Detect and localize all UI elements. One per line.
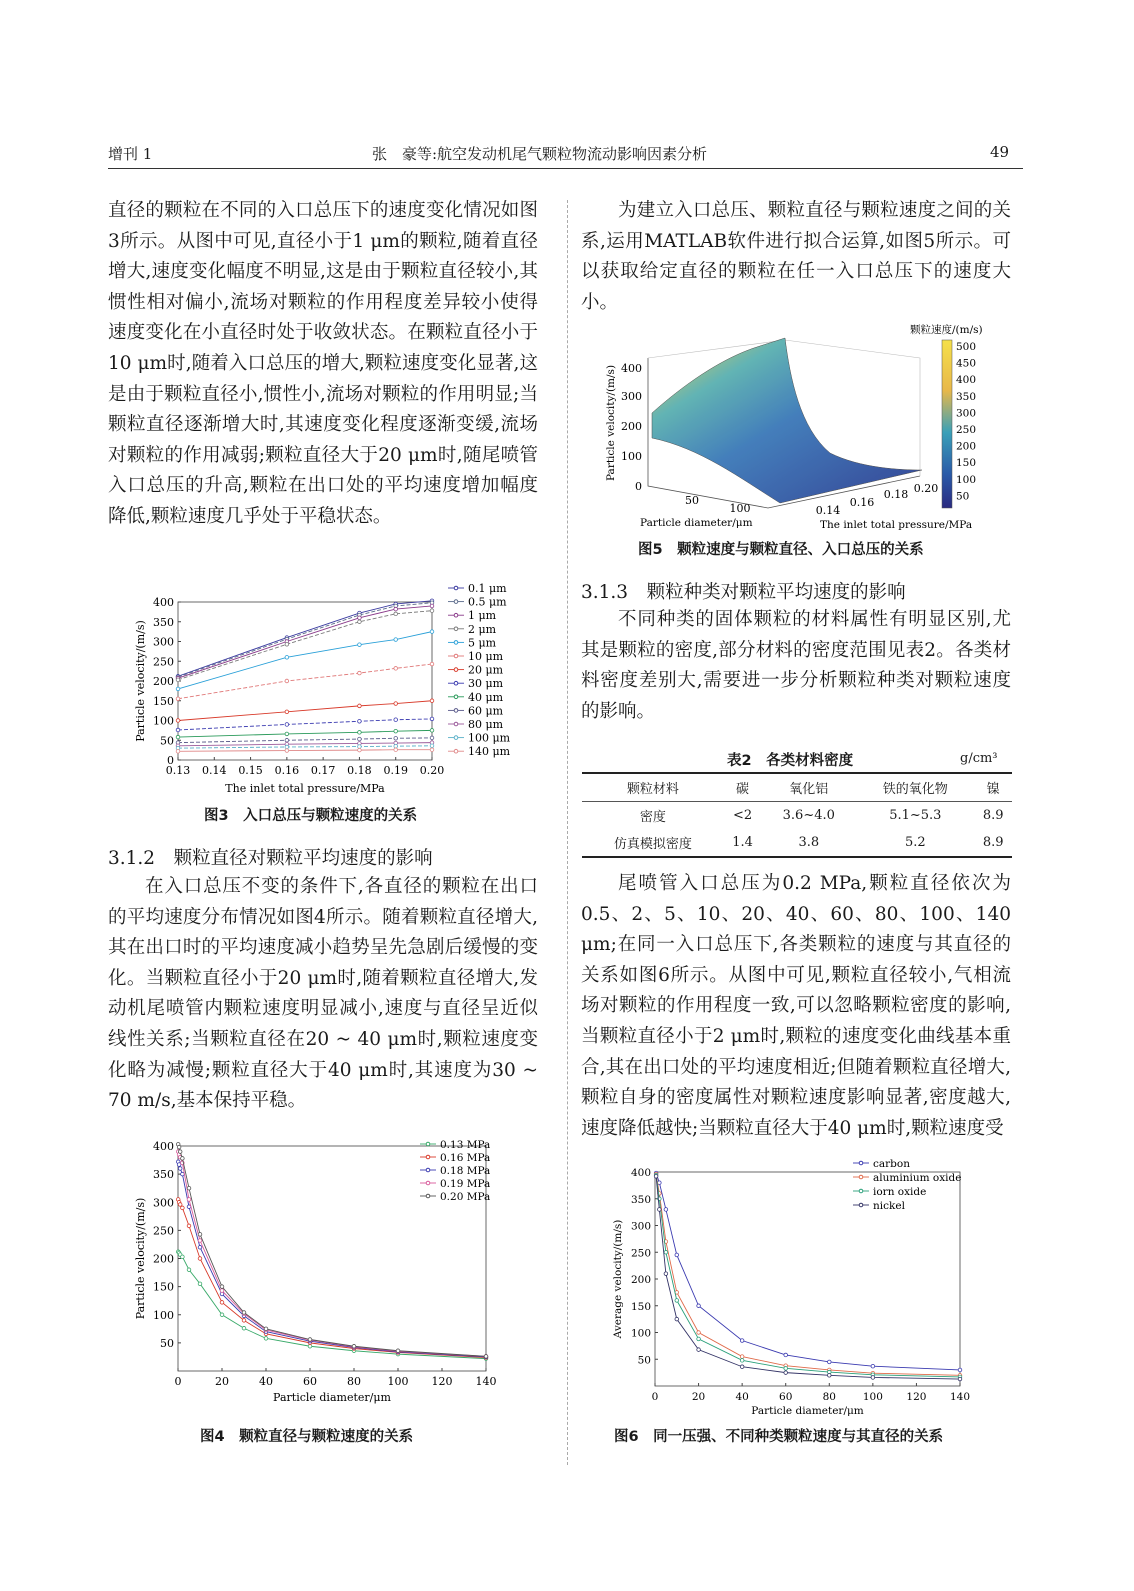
data-point — [242, 1326, 246, 1330]
legend-label: 2 μm — [468, 622, 497, 636]
legend-marker — [454, 736, 458, 740]
legend-marker — [859, 1161, 863, 1165]
table-cell: 密度 — [639, 810, 666, 825]
colorbar-title: 颗粒速度/(m/s) — [910, 324, 983, 336]
data-point — [176, 719, 180, 723]
right-paragraph-2: 不同种类的固体颗粒的材料属性有明显区别,尤其是颗粒的密度,部分材料的密度范围见表2。各类材料密度差别大,需要进一步分析颗粒种类对颗粒速度的影响。 — [581, 609, 1011, 722]
data-point — [358, 731, 362, 735]
data-point — [430, 609, 434, 613]
data-point — [430, 748, 434, 752]
legend-label: 10 μm — [468, 650, 504, 663]
data-point — [675, 1299, 679, 1303]
data-point — [285, 679, 289, 683]
data-point — [176, 687, 180, 691]
y-tick-label: 150 — [153, 1280, 174, 1294]
plot-frame — [655, 1172, 960, 1386]
x-tick-label: 20 — [215, 1375, 229, 1388]
data-point — [664, 1208, 668, 1212]
data-point — [430, 717, 434, 721]
legend-marker — [454, 722, 458, 726]
legend-label: 0.19 MPa — [440, 1178, 491, 1190]
data-point — [430, 604, 434, 608]
table-header-cell: 颗粒材料 — [582, 773, 724, 802]
data-point — [181, 1157, 185, 1161]
data-point — [187, 1224, 191, 1228]
data-point — [484, 1355, 488, 1359]
legend-marker — [454, 613, 458, 617]
data-point — [784, 1353, 788, 1357]
data-point — [697, 1304, 701, 1308]
table-cell: <2 — [732, 808, 753, 823]
y-tick-label: 350 — [153, 1168, 174, 1182]
x-tick-label: 100 — [862, 1391, 883, 1403]
y-tick-label: 100 — [153, 714, 174, 728]
data-point — [220, 1301, 224, 1305]
series-line — [178, 1199, 486, 1357]
data-point — [264, 1327, 268, 1331]
data-point — [358, 745, 362, 749]
z-tick-label: 0.18 — [883, 488, 909, 501]
data-point — [358, 719, 362, 723]
y-tick-label: 300 — [621, 390, 642, 403]
y-axis-label: Average velocity/(m/s) — [612, 1219, 624, 1339]
y-tick-label: 350 — [153, 615, 174, 629]
colorbar-tick-label: 450 — [956, 357, 977, 370]
y-tick-label: 250 — [630, 1247, 651, 1260]
y-tick-label: 250 — [153, 655, 174, 669]
data-point — [740, 1365, 744, 1369]
data-point — [285, 656, 289, 660]
data-point — [352, 1344, 356, 1348]
legend-marker — [426, 1142, 430, 1146]
y-tick-label: 150 — [153, 694, 174, 708]
data-point — [394, 748, 398, 752]
legend-label: 0.5 μm — [468, 595, 507, 609]
data-point — [430, 736, 434, 740]
data-point — [664, 1250, 668, 1254]
y-tick-label: 400 — [630, 1167, 651, 1179]
table-cell: 8.9 — [974, 829, 1012, 857]
x-tick-label: 80 — [347, 1375, 361, 1388]
data-point — [285, 642, 289, 646]
y-axis-label: Particle velocity/(m/s) — [134, 1197, 147, 1320]
table-header-cell: 镍 — [974, 773, 1012, 802]
data-point — [308, 1338, 312, 1342]
data-point — [176, 728, 180, 732]
colorbar-tick-label: 50 — [956, 490, 970, 503]
data-point — [394, 638, 398, 642]
data-point — [430, 744, 434, 748]
table-cell: 仿真模拟密度 — [582, 829, 724, 857]
data-point — [178, 1167, 182, 1171]
z-tick-label: 0.16 — [849, 496, 875, 509]
data-point — [658, 1208, 662, 1212]
data-point — [871, 1376, 875, 1380]
table-cell: 1.4 — [724, 829, 762, 857]
y-tick-label: 100 — [153, 1308, 174, 1322]
right-paragraph-3: 尾喷管入口总压为0.2 MPa,颗粒直径依次为0.5、2、5、10、20、40、60、80、100、140 μm;在同一入口总压下,各类颗粒的速度与其直径的关系如图6所示。从图中可见,颗粒直径较小,气相流场对颗粒的作用程度一致,可以忽略颗粒密度的影响,当颗粒直径小于2 μm时,颗粒的速度变化曲线基本重合,其在出口处的平均速度相近;但随着颗粒直径增大,颗粒自身的密度属性对颗粒速度影响显著,密度越大,速度降低越快;当颗粒直径大于40 μm时,颗粒速度受 — [581, 873, 1011, 1139]
data-point — [396, 1349, 400, 1353]
y-tick-label: 50 — [160, 1336, 174, 1350]
colorbar-tick-label: 100 — [956, 473, 977, 486]
data-point — [264, 1337, 268, 1341]
x-tick-label: 120 — [431, 1375, 453, 1388]
data-point — [181, 1206, 185, 1210]
legend-marker — [859, 1189, 863, 1193]
figure-6-chart — [603, 1152, 993, 1417]
series-line — [656, 1175, 960, 1377]
x-tick-label: 50 — [685, 494, 699, 507]
legend-label: 60 μm — [468, 704, 504, 718]
data-point — [198, 1239, 202, 1243]
data-point — [784, 1367, 788, 1371]
data-point — [242, 1319, 246, 1323]
data-point — [740, 1359, 744, 1363]
x-axis-label: Particle diameter/μm — [640, 517, 753, 529]
column-divider — [567, 200, 568, 1465]
legend-marker — [426, 1155, 430, 1159]
section-3-1-3-heading: 3.1.3 颗粒种类对颗粒平均速度的影响 — [581, 582, 906, 603]
legend-label: carbon — [873, 1158, 910, 1170]
figure-5-caption: 图5 颗粒速度与颗粒直径、入口总压的关系 — [638, 542, 924, 558]
data-point — [358, 748, 362, 752]
series-line — [656, 1174, 960, 1375]
table-header-row — [582, 773, 1012, 802]
legend-label: 20 μm — [468, 663, 504, 677]
z-tick-label: 0.20 — [913, 482, 939, 495]
legend-label: 0.1 μm — [468, 582, 507, 595]
left-paragraph-2: 在入口总压不变的条件下,各直径的颗粒在出口的平均速度分布情况如图4所示。随着颗粒直径增大,其在出口时的平均速度减小趋势呈先急剧后缓慢的变化。当颗粒直径小于20 μm时,随着颗粒直径增大,发动机尾喷管内颗粒速度明显减小,速度与直径呈近似线性关系;当颗粒直径在20 ~ 40 μm时,颗粒速度变化略为减慢;颗粒直径大于40 μm时,其速度为30 ~ 70 m/s,基本保持平稳。 — [108, 876, 538, 1112]
legend-marker — [426, 1194, 430, 1198]
legend-marker — [454, 668, 458, 672]
legend-marker — [454, 709, 458, 713]
data-point — [394, 744, 398, 748]
legend-label: 140 μm — [468, 745, 511, 759]
x-tick-label: 60 — [779, 1391, 793, 1403]
data-point — [958, 1368, 962, 1372]
x-tick-label: 0.17 — [310, 764, 336, 777]
data-point — [178, 1203, 182, 1207]
data-point — [358, 671, 362, 675]
data-point — [285, 710, 289, 714]
y-axis-label: Particle velocity/(m/s) — [605, 364, 617, 482]
data-point — [394, 702, 398, 706]
table-header-cell: 氧化铝 — [761, 773, 856, 802]
section-3-1-2-heading: 3.1.2 颗粒直径对颗粒平均速度的影响 — [108, 848, 433, 869]
y-tick-label: 100 — [621, 450, 642, 463]
data-point — [187, 1268, 191, 1272]
data-point — [187, 1186, 191, 1190]
x-axis-label: The inlet total pressure/MPa — [225, 782, 385, 795]
colorbar-tick-label: 500 — [956, 341, 977, 353]
x-tick-label: 140 — [949, 1391, 971, 1403]
table-header-cell: 碳 — [724, 773, 762, 802]
colorbar-tick-label: 350 — [956, 390, 977, 403]
data-point — [697, 1337, 701, 1341]
legend-marker — [454, 681, 458, 685]
legend-marker — [454, 627, 458, 631]
data-point — [871, 1364, 875, 1368]
data-point — [176, 697, 180, 701]
data-point — [430, 662, 434, 666]
legend-label: 1 μm — [468, 609, 497, 623]
series-line — [656, 1176, 960, 1379]
y-tick-label: 200 — [153, 675, 174, 688]
data-point — [664, 1272, 668, 1276]
y-axis-label: Particle velocity/(m/s) — [134, 620, 147, 742]
y-tick-label: 0 — [635, 480, 642, 493]
data-point — [285, 738, 289, 742]
legend-label: 5 μm — [468, 636, 497, 650]
y-tick-label: 200 — [621, 420, 642, 433]
legend-marker — [859, 1175, 863, 1179]
y-tick-label: 100 — [630, 1327, 651, 1340]
y-tick-label: 400 — [153, 1140, 174, 1153]
journal-issue: 增刊 1 — [108, 145, 153, 163]
data-point — [285, 732, 289, 736]
data-point — [285, 745, 289, 749]
z-tick-label: 0.14 — [815, 504, 841, 517]
legend-marker — [454, 641, 458, 645]
data-point — [430, 729, 434, 733]
table-cell: 3.6~4.0 — [782, 808, 835, 823]
running-title: 张 豪等:航空发动机尾气颗粒物流动影响因素分析 — [372, 145, 708, 163]
legend-label: 0.13 MPa — [440, 1139, 491, 1151]
x-tick-label: 100 — [729, 502, 751, 515]
legend-marker — [426, 1168, 430, 1172]
y-tick-label: 300 — [153, 1196, 174, 1210]
data-point — [675, 1317, 679, 1321]
figure-3-chart — [130, 580, 550, 805]
figure-5-surface-chart — [600, 318, 1005, 533]
y-tick-label: 400 — [621, 362, 642, 375]
data-point — [358, 737, 362, 741]
data-point — [827, 1360, 831, 1364]
data-point — [358, 616, 362, 620]
x-tick-label: 0 — [174, 1375, 182, 1388]
data-point — [430, 630, 434, 634]
legend-marker — [454, 586, 458, 590]
data-point — [394, 607, 398, 611]
table-2-title: 表2 各类材料密度 — [727, 753, 854, 769]
data-point — [394, 729, 398, 733]
legend-marker — [454, 695, 458, 699]
x-tick-label: 60 — [303, 1375, 317, 1388]
table-row — [582, 802, 1012, 830]
legend-marker — [426, 1181, 430, 1185]
data-point — [740, 1355, 744, 1359]
table-row — [582, 829, 1012, 857]
data-point — [358, 620, 362, 624]
data-point — [242, 1311, 246, 1315]
table-cell: 5.1~5.3 — [889, 808, 942, 823]
data-point — [784, 1371, 788, 1375]
table-header-cell: 铁的氧化物 — [856, 773, 974, 802]
x-tick-label: 40 — [259, 1375, 273, 1388]
legend-marker — [454, 654, 458, 658]
data-point — [358, 643, 362, 647]
x-tick-label: 0.16 — [274, 764, 300, 777]
data-point — [198, 1257, 202, 1261]
colorbar-tick-label: 150 — [956, 457, 977, 470]
data-point — [285, 749, 289, 753]
data-point — [740, 1339, 744, 1343]
data-point — [654, 1174, 658, 1178]
legend-label: 0.20 MPa — [440, 1191, 491, 1203]
data-point — [827, 1374, 831, 1378]
data-point — [198, 1233, 202, 1237]
y-tick-label: 350 — [630, 1193, 651, 1206]
data-point — [198, 1245, 202, 1249]
table-cell: 8.9 — [982, 808, 1004, 823]
data-point — [358, 704, 362, 708]
header-rule — [108, 168, 1023, 169]
x-tick-label: 0.18 — [347, 764, 372, 777]
z-axis-label: The inlet total pressure/MPa — [820, 519, 973, 531]
left-paragraph-1: 直径的颗粒在不同的入口总压下的速度变化情况如图3所示。从图中可见,直径小于1 μm的颗粒,随着直径增大,速度变化幅度不明显,这是由于颗粒直径较小,其惯性相对偏小,流场对颗粒的作用程度差异较小使得速度变化在小直径时处于收敛状态。在颗粒直径小于10 μm时,随着入口总压的增大,颗粒速度变化显著,这是由于颗粒直径小,惯性小,流场对颗粒的作用明显;当颗粒直径逐渐增大时,其速度变化程度逐渐变缓,流场对颗粒的作用减弱;颗粒直径大于20 μm时,随尾喷管入口总压的升高,颗粒在出口处的平均速度增加幅度降低,颗粒速度几乎处于平稳状态。 — [108, 200, 538, 527]
legend-label: 0.18 MPa — [440, 1165, 491, 1177]
y-tick-label: 50 — [637, 1354, 651, 1367]
figure-4-chart — [128, 1128, 508, 1418]
legend-marker — [454, 600, 458, 604]
data-point — [187, 1198, 191, 1202]
data-point — [176, 750, 180, 754]
data-point — [285, 723, 289, 727]
y-tick-label: 50 — [160, 734, 174, 748]
legend-label: nickel — [873, 1200, 905, 1212]
data-point — [176, 735, 180, 739]
data-point — [394, 736, 398, 740]
x-tick-label: 80 — [822, 1391, 836, 1403]
table-2 — [582, 772, 1012, 858]
data-point — [697, 1348, 701, 1352]
x-tick-label: 40 — [735, 1391, 749, 1403]
y-tick-label: 150 — [630, 1300, 651, 1313]
x-tick-label: 0.20 — [419, 764, 445, 777]
table-cell: 5.2 — [856, 829, 974, 857]
data-point — [177, 1145, 181, 1149]
x-tick-label: 0.13 — [165, 764, 191, 777]
figure-6-caption: 图6 同一压强、不同种类颗粒速度与其直径的关系 — [614, 1429, 944, 1445]
colorbar-tick-label: 300 — [956, 407, 977, 420]
table-2-unit: g/cm³ — [960, 751, 998, 766]
legend-marker — [454, 749, 458, 753]
y-tick-label: 0 — [167, 754, 174, 767]
legend-label: iorn oxide — [873, 1186, 927, 1198]
figure-3-caption: 图3 入口总压与颗粒速度的关系 — [204, 808, 418, 824]
data-point — [181, 1172, 185, 1176]
legend-label: aluminium oxide — [873, 1172, 962, 1184]
x-tick-label: 140 — [475, 1375, 497, 1388]
x-tick-label: 100 — [387, 1375, 409, 1388]
colorbar-tick-label: 200 — [956, 440, 977, 453]
data-point — [198, 1282, 202, 1286]
legend-label: 40 μm — [468, 690, 504, 704]
data-point — [394, 718, 398, 722]
x-axis-label: Particle diameter/μm — [273, 1391, 391, 1404]
page-number: 49 — [990, 143, 1010, 161]
data-point — [697, 1331, 701, 1335]
x-tick-label: 0.19 — [383, 764, 408, 777]
colorbar-tick-label: 400 — [956, 374, 977, 387]
data-point — [430, 699, 434, 703]
y-tick-label: 250 — [153, 1224, 174, 1238]
y-tick-label: 300 — [153, 635, 174, 649]
data-point — [178, 1150, 182, 1154]
velocity-surface — [652, 338, 922, 503]
legend-label: 0.16 MPa — [440, 1152, 491, 1164]
data-point — [958, 1377, 962, 1381]
table-cell: 3.8 — [761, 829, 856, 857]
x-tick-label: 0 — [651, 1391, 659, 1403]
x-tick-label: 20 — [691, 1391, 706, 1403]
y-tick-label: 400 — [153, 596, 174, 609]
data-point — [220, 1289, 224, 1293]
y-tick-label: 200 — [630, 1274, 651, 1286]
x-tick-label: 0.14 — [202, 764, 227, 777]
x-tick-label: 0.15 — [238, 764, 263, 777]
right-paragraph-1: 为建立入口总压、颗粒直径与颗粒速度之间的关系,运用MATLAB软件进行拟合运算,如图5所示。可以获取给定直径的颗粒在任一入口总压下的速度大小。 — [581, 200, 1011, 313]
y-tick-label: 300 — [630, 1220, 651, 1233]
legend-label: 100 μm — [468, 731, 511, 745]
x-tick-label: 120 — [906, 1391, 927, 1403]
figure-4-caption: 图4 颗粒直径与颗粒速度的关系 — [200, 1429, 414, 1445]
data-point — [181, 1255, 185, 1259]
x-axis-label: Particle diameter/μm — [751, 1405, 864, 1417]
data-point — [220, 1285, 224, 1289]
y-tick-label: 200 — [153, 1252, 174, 1266]
data-point — [675, 1253, 679, 1257]
legend-label: 30 μm — [468, 677, 504, 691]
colorbar-tick-label: 250 — [956, 424, 977, 436]
legend-marker — [859, 1203, 863, 1207]
legend-label: 80 μm — [468, 718, 504, 731]
colorbar — [942, 340, 952, 508]
data-point — [176, 678, 180, 682]
data-point — [394, 667, 398, 671]
data-point — [394, 612, 398, 616]
data-point — [220, 1313, 224, 1317]
